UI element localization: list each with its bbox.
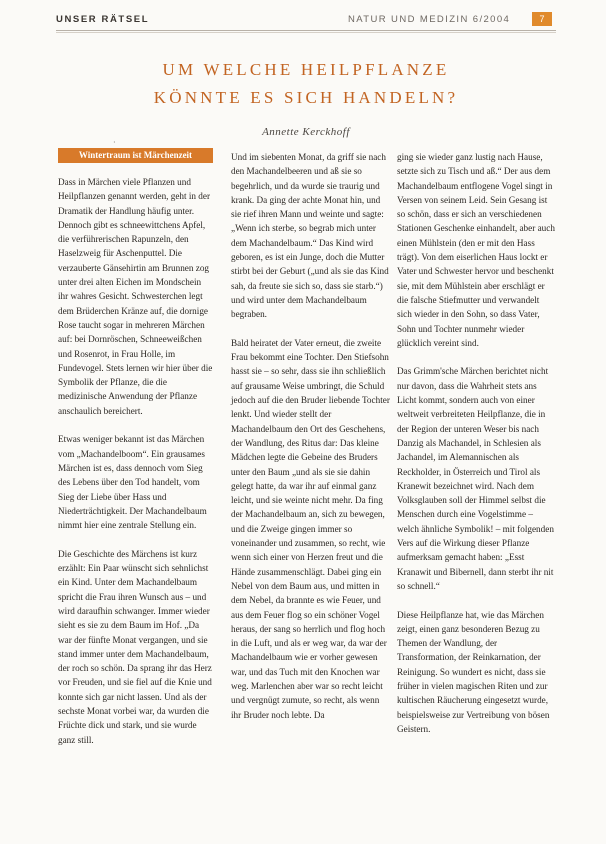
header-rule (56, 30, 556, 31)
paragraph: ging sie wieder ganz lustig nach Hause, setzte sich zu Tisch und aß.“ Der aus dem Machandelbaum entflogene Vogel singt in Versen von seinem Leid. Sein Gesang ist so schön, dass er sich an verschiedenen Stationen Geschenke einhandelt, aber auch einen Mühlstein (den er mit den Hass trägt). Von dem eiserlichen Haus lockt er Vater und Schwester hervor und beschenkt sie, mit dem Mühlstein aber erschlägt er die falsche Stiefmutter und verwandelt sich wieder in den Sohn, so dass Vater, Sohn und Tochter nunmehr wieder glücklich vereint sind. (397, 152, 555, 348)
paragraph: Diese Heilpflanze hat, wie das Märchen zeigt, einen ganz besonderen Bezug zu Themen der Wandlung, der Transformation, der Reinkarnation, der Reinigung. So wundert es nicht, dass sie früher in vielen magischen Riten und zur kultischen Räucherung eingesetzt wurde, beispielsweise zur Vertreibung von bösen Geistern. (397, 609, 550, 734)
section-label: UNSER RÄTSEL (56, 14, 150, 25)
article-title-line1: UM WELCHE HEILPFLANZE (162, 60, 450, 79)
sidebar-heading: Wintertraum ist Märchenzeit (58, 148, 213, 163)
article-title-line2: KÖNNTE ES SICH HANDELN? (153, 88, 459, 107)
paragraph: Etwas weniger bekannt ist das Märchen vom „Machandelboom“. Ein grausames Märchen ist es, dass dennoch vom Sieg des Lebens über den Tod handelt, vom Sieg der Liebe über Hass und Niederträchtigkeit. Der Machandelbaum nimmt hier eine zentrale Stellung ein. (58, 434, 207, 531)
paragraph: Und im siebenten Monat, da griff sie nach den Machandelbeeren und aß sie so begehrlich, und da wurde sie traurig und krank. Da ging der achte Monat hin, und sie rief ihren Mann und weinte und sagte: „Wenn ich sterbe, so begrab mich unter dem Machandelbaum.“ Das Kind wird geboren, es ist ein Junge, doch die Mutter stirbt bei der Geburt („und als sie das Kind sah, da freute sie sich so, dass sie starb.“) und wird unter dem Machandelbaum begraben. (231, 152, 389, 320)
column-marker: · (113, 138, 116, 147)
article-author: Annette Kerckhoff (262, 126, 350, 138)
text-column-1 (58, 148, 213, 761)
header-rule-secondary (56, 32, 556, 33)
text-column-3 (397, 150, 555, 750)
text-column-2 (231, 150, 391, 736)
page-number: 7 (532, 12, 552, 26)
paragraph: Dass in Märchen viele Pflanzen und Heilpflanzen genannt werden, geht in der Dramatik der Handlung häufig unter. Dennoch gibt es schneewittchens Apfel, die verführerischen Rapunzeln, den Haselzweig für Aschenputtel. Die verzauberte Gänsehirtin am Brunnen zog unter drei alten Eichen im Mondschein ihr wahres Gesicht. Schwesterchen legt dem Brüderchen Kränze auf, die dornige Rose taucht sogar in mehreren Märchen auf: bei Dornröschen, Schneeweißchen und Rosenrot, in Frau Holle, im Fundevogel. Stets lernen wir hier über die Symbolik der Pflanze, die die medizinische Anwendung der Pflanze anschaulich bereichert. (58, 177, 213, 416)
paragraph: Die Geschichte des Märchens ist kurz erzählt: Ein Paar wünscht sich sehnlichst ein Kind. Unter dem Machandelbaum spricht die Frau ihren Wunsch aus – und wird daraufhin schwanger. Immer wieder sieht es sie zu dem Baum im Hof. „Da war der fünfte Monat vergangen, und sie stand immer unter dem Machandelbaum, der roch so schön. Da sprang ihr das Herz vor Freuden, und sie fiel auf die Knie und konnte sich gar nicht lassen. Und als der sechste Monat vorbei war, da wurden die Früchte dick und stark, und sie wurde ganz still. (58, 548, 212, 745)
journal-issue: NATUR UND MEDIZIN 6/2004 (348, 14, 511, 25)
paragraph: Bald heiratet der Vater erneut, die zweite Frau bekommt eine Tochter. Den Stiefsohn hasst sie – so sehr, dass sie ihn schließlich auf grausame Weise umbringt, die Schuld jedoch auf die den Bruder liebende Tochter lenkt. Und wieder stellt der Machandelbaum den Ort des Geschehens, der Wandlung, des Ritus dar: Das kleine Mädchen legte die Gebeine des Bruders unter den Baum „und als sie sie dahin gelegt hatte, da war ihr auf einmal ganz leicht, und sie weinte nicht mehr. Da fing der Machandelbaum an, sich zu bewegen, und die Zweige gingen immer so voneinander und zusammen, so recht, wie wenn sich einer von Herzen freut und die Hände zusammenschlägt. Dabei ging ein Nebel von dem Baum aus, und mitten in dem Nebel, da brannte es wie Feuer, und aus dem Feuer flog so ein schöner Vogel heraus, der sang so herrlich und flog hoch in die Luft, und als er weg war, da war der Machandelbaum wie er vorher gewesen war, und das Tuch mit den Knochen war weg. Marlenchen aber war so recht leicht und vergnügt zumute, so recht, als wenn ihr Bruder noch lebte. Da (231, 337, 390, 720)
paragraph: Das Grimm'sche Märchen berichtet nicht nur davon, dass die Wahrheit stets ans Licht kommt, sondern auch von einer weltweit verbreiteten Heilpflanze, die in der Region der unteren Weser bis nach Danzig als Machandel, in Schlesien als Jachandel, im Alemannischen als Reckholder, in Österreich und Tirol als Kranewit bezeichnet wird. Nach dem Volksglauben soll der Himmel selbst die Menschen durch eine Vogelstimme – welch ähnliche Symbolik! – mit folgenden Vers auf die Wirkung dieser Pflanze aufmerksam gemacht haben: „Esst Kranawit und Bibernell, dann sterbt ihr nit so schnell.“ (397, 366, 554, 591)
